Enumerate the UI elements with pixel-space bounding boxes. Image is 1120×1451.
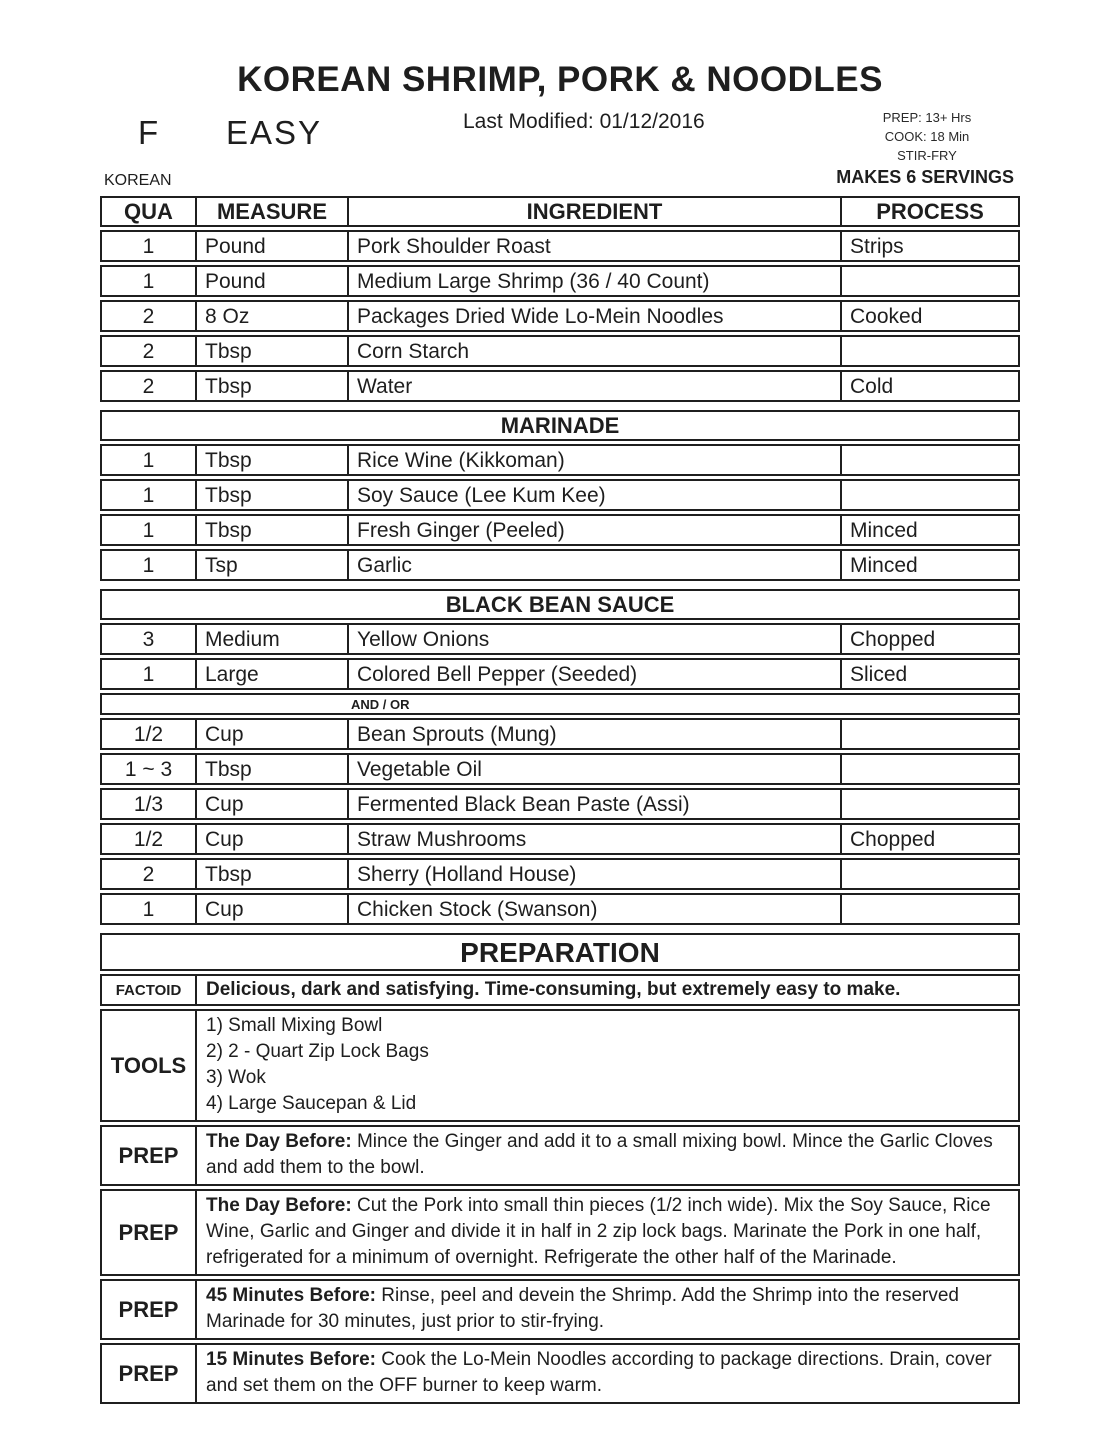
- prep-row-label: PREP: [118, 1296, 179, 1322]
- grade-letter: F: [138, 114, 159, 151]
- prep-row-text: The Day Before: Cut the Pork into small thin pieces (1/2 inch wide). Mix the Soy Sauce, Rice Wine, Garlic and Ginger and divide it in half in 2 zip lock bags. Marinate the Pork in one half, refrigerated for a minimum of overnight. Refrigerate the other half of the Marinade.: [195, 1191, 1018, 1274]
- prep-row-text: [195, 1011, 1018, 1120]
- tool-item: 4) Large Saucepan & Lid: [206, 1093, 417, 1114]
- ingredient-row: [100, 479, 1020, 511]
- ingredient-row: [100, 658, 1020, 690]
- ingredient-cell: Fresh Ginger (Peeled): [347, 516, 840, 544]
- ingredient-row: [100, 788, 1020, 820]
- quantity-cell: 2: [142, 374, 155, 398]
- measure-cell: Cup: [195, 825, 347, 853]
- process-cell: [840, 446, 1018, 474]
- cuisine-label: KOREAN: [104, 172, 172, 189]
- recipe-tables: [100, 196, 1020, 1407]
- measure-header: MEASURE: [195, 198, 347, 225]
- ingredient-cell: Medium Large Shrimp (36 / 40 Count): [347, 267, 840, 295]
- preparation-row: [100, 1125, 1020, 1186]
- prep-step-prefix: The Day Before:: [206, 1131, 352, 1152]
- difficulty-label: EASY: [226, 114, 323, 151]
- measure-cell: Cup: [195, 790, 347, 818]
- ingredient-cell: Pork Shoulder Roast: [347, 232, 840, 260]
- quantity-cell: 2: [142, 339, 155, 363]
- quantity-cell: 2: [142, 862, 155, 886]
- ingredient-row: [100, 823, 1020, 855]
- tool-item: 1) Small Mixing Bowl: [206, 1015, 383, 1036]
- measure-cell: Tbsp: [195, 446, 347, 474]
- prep-row-label: PREP: [118, 1360, 179, 1386]
- last-modified: Last Modified: 01/12/2016: [463, 110, 705, 133]
- ingredient-row: [100, 514, 1020, 546]
- servings-label: MAKES 6 SERVINGS: [836, 167, 1014, 187]
- process-cell: [840, 895, 1018, 923]
- section-title-row: [100, 410, 1020, 441]
- measure-cell: Tbsp: [195, 337, 347, 365]
- ingredient-row: [100, 623, 1020, 655]
- ingredient-cell: Soy Sauce (Lee Kum Kee): [347, 481, 840, 509]
- quantity-cell: 1: [142, 483, 155, 507]
- ingredient-cell: Packages Dried Wide Lo-Mein Noodles: [347, 302, 840, 330]
- process-cell: [840, 720, 1018, 748]
- prep-step-prefix: The Day Before:: [206, 1195, 352, 1216]
- measure-cell: Large: [195, 660, 347, 688]
- process-cell: Chopped: [840, 825, 1018, 853]
- measure-cell: Pound: [195, 267, 347, 295]
- ingredient-row: [100, 549, 1020, 581]
- ingredient-row: [100, 718, 1020, 750]
- ingredient-cell: Bean Sprouts (Mung): [347, 720, 840, 748]
- ingredient-cell: Straw Mushrooms: [347, 825, 840, 853]
- prep-step-prefix: 15 Minutes Before:: [206, 1349, 376, 1370]
- ingredient-row: [100, 858, 1020, 890]
- measure-cell: Cup: [195, 720, 347, 748]
- measure-cell: Pound: [195, 232, 347, 260]
- prep-row-text: 45 Minutes Before: Rinse, peel and devein the Shrimp. Add the Shrimp into the reserved Marinade for 30 minutes, just prior to stir-frying.: [195, 1281, 1018, 1338]
- process-cell: [840, 481, 1018, 509]
- quantity-cell: 1/2: [133, 722, 164, 746]
- prep-row-label: TOOLS: [110, 1052, 187, 1078]
- section-title-row: [100, 589, 1020, 620]
- ingredient-row: [100, 230, 1020, 262]
- process-cell: [840, 755, 1018, 783]
- quantity-cell: 1 ~ 3: [124, 757, 173, 781]
- preparation-row: [100, 1343, 1020, 1404]
- ingredient-row: [100, 265, 1020, 297]
- quantity-cell: 3: [142, 627, 155, 651]
- ingredient-cell: Corn Starch: [347, 337, 840, 365]
- quantity-cell: 1: [142, 269, 155, 293]
- prep-row-label: FACTOID: [115, 981, 182, 999]
- ingredient-cell: Vegetable Oil: [347, 755, 840, 783]
- ingredient-cell: Sherry (Holland House): [347, 860, 840, 888]
- measure-cell: Tbsp: [195, 516, 347, 544]
- quantity-cell: 2: [142, 304, 155, 328]
- section-title: MARINADE: [500, 413, 620, 438]
- quantity-cell: 1: [142, 448, 155, 472]
- ingredient-row: [100, 370, 1020, 402]
- cook-method: STIR-FRY: [897, 148, 957, 163]
- ingredients-header-row: [100, 196, 1020, 227]
- preparation-row: [100, 1279, 1020, 1340]
- measure-cell: 8 Oz: [195, 302, 347, 330]
- measure-cell: Tbsp: [195, 860, 347, 888]
- ingredient-cell: Fermented Black Bean Paste (Assi): [347, 790, 840, 818]
- process-cell: [840, 267, 1018, 295]
- process-cell: Cold: [840, 372, 1018, 400]
- quantity-cell: 1: [142, 553, 155, 577]
- and-or-divider-row: [100, 693, 1020, 715]
- quantity-cell: 1/3: [133, 792, 164, 816]
- process-header: PROCESS: [840, 198, 1018, 225]
- process-cell: Sliced: [840, 660, 1018, 688]
- ingredient-cell: Water: [347, 372, 840, 400]
- process-cell: Minced: [840, 516, 1018, 544]
- process-cell: Cooked: [840, 302, 1018, 330]
- process-cell: [840, 790, 1018, 818]
- measure-cell: Tbsp: [195, 481, 347, 509]
- tool-item: 3) Wok: [206, 1067, 266, 1088]
- qua-header: QUA: [124, 199, 173, 224]
- ingredient-cell: Colored Bell Pepper (Seeded): [347, 660, 840, 688]
- ingredient-row: [100, 444, 1020, 476]
- prep-row-label: PREP: [118, 1219, 179, 1245]
- prep-row-label: PREP: [118, 1142, 179, 1168]
- prep-row-text: Delicious, dark and satisfying. Time-consuming, but extremely easy to make.: [195, 976, 1018, 1004]
- preparation-title: PREPARATION: [460, 936, 660, 968]
- prep-row-text: The Day Before: Mince the Ginger and add it to a small mixing bowl. Mince the Garlic Cloves and add them to the bowl.: [195, 1127, 1018, 1184]
- ingredient-cell: Yellow Onions: [347, 625, 840, 653]
- quantity-cell: 1: [142, 234, 155, 258]
- process-cell: Minced: [840, 551, 1018, 579]
- ingredient-header: INGREDIENT: [347, 198, 840, 225]
- ingredient-cell: Chicken Stock (Swanson): [347, 895, 840, 923]
- measure-cell: Tbsp: [195, 372, 347, 400]
- prep-time: PREP: 13+ Hrs: [882, 110, 972, 125]
- quantity-cell: 1: [142, 897, 155, 921]
- preparation-row: [100, 974, 1020, 1006]
- measure-cell: Medium: [195, 625, 347, 653]
- ingredient-cell: Rice Wine (Kikkoman): [347, 446, 840, 474]
- cook-time: COOK: 18 Min: [884, 129, 970, 144]
- preparation-title-row: [100, 933, 1020, 971]
- page-title: KOREAN SHRIMP, PORK & NOODLES: [237, 60, 883, 99]
- preparation-row: [100, 1009, 1020, 1122]
- ingredient-row: [100, 300, 1020, 332]
- process-cell: [840, 337, 1018, 365]
- ingredient-cell: Garlic: [347, 551, 840, 579]
- quantity-cell: 1/2: [133, 827, 164, 851]
- process-cell: Strips: [840, 232, 1018, 260]
- measure-cell: Tsp: [195, 551, 347, 579]
- ingredient-row: [100, 753, 1020, 785]
- measure-cell: Cup: [195, 895, 347, 923]
- tool-item: 2) 2 - Quart Zip Lock Bags: [206, 1041, 429, 1062]
- ingredient-row: [100, 335, 1020, 367]
- preparation-row: [100, 1189, 1020, 1276]
- process-cell: [840, 860, 1018, 888]
- ingredient-row: [100, 893, 1020, 925]
- process-cell: Chopped: [840, 625, 1018, 653]
- and-or-label: AND / OR: [351, 697, 410, 712]
- quantity-cell: 1: [142, 518, 155, 542]
- timing-block: [862, 108, 992, 165]
- section-title: BLACK BEAN SAUCE: [445, 592, 675, 617]
- measure-cell: Tbsp: [195, 755, 347, 783]
- prep-step-prefix: 45 Minutes Before:: [206, 1285, 376, 1306]
- prep-row-text: 15 Minutes Before: Cook the Lo-Mein Noodles according to package directions. Drain, cover and set them on the OFF burner to keep warm.: [195, 1345, 1018, 1402]
- quantity-cell: 1: [142, 662, 155, 686]
